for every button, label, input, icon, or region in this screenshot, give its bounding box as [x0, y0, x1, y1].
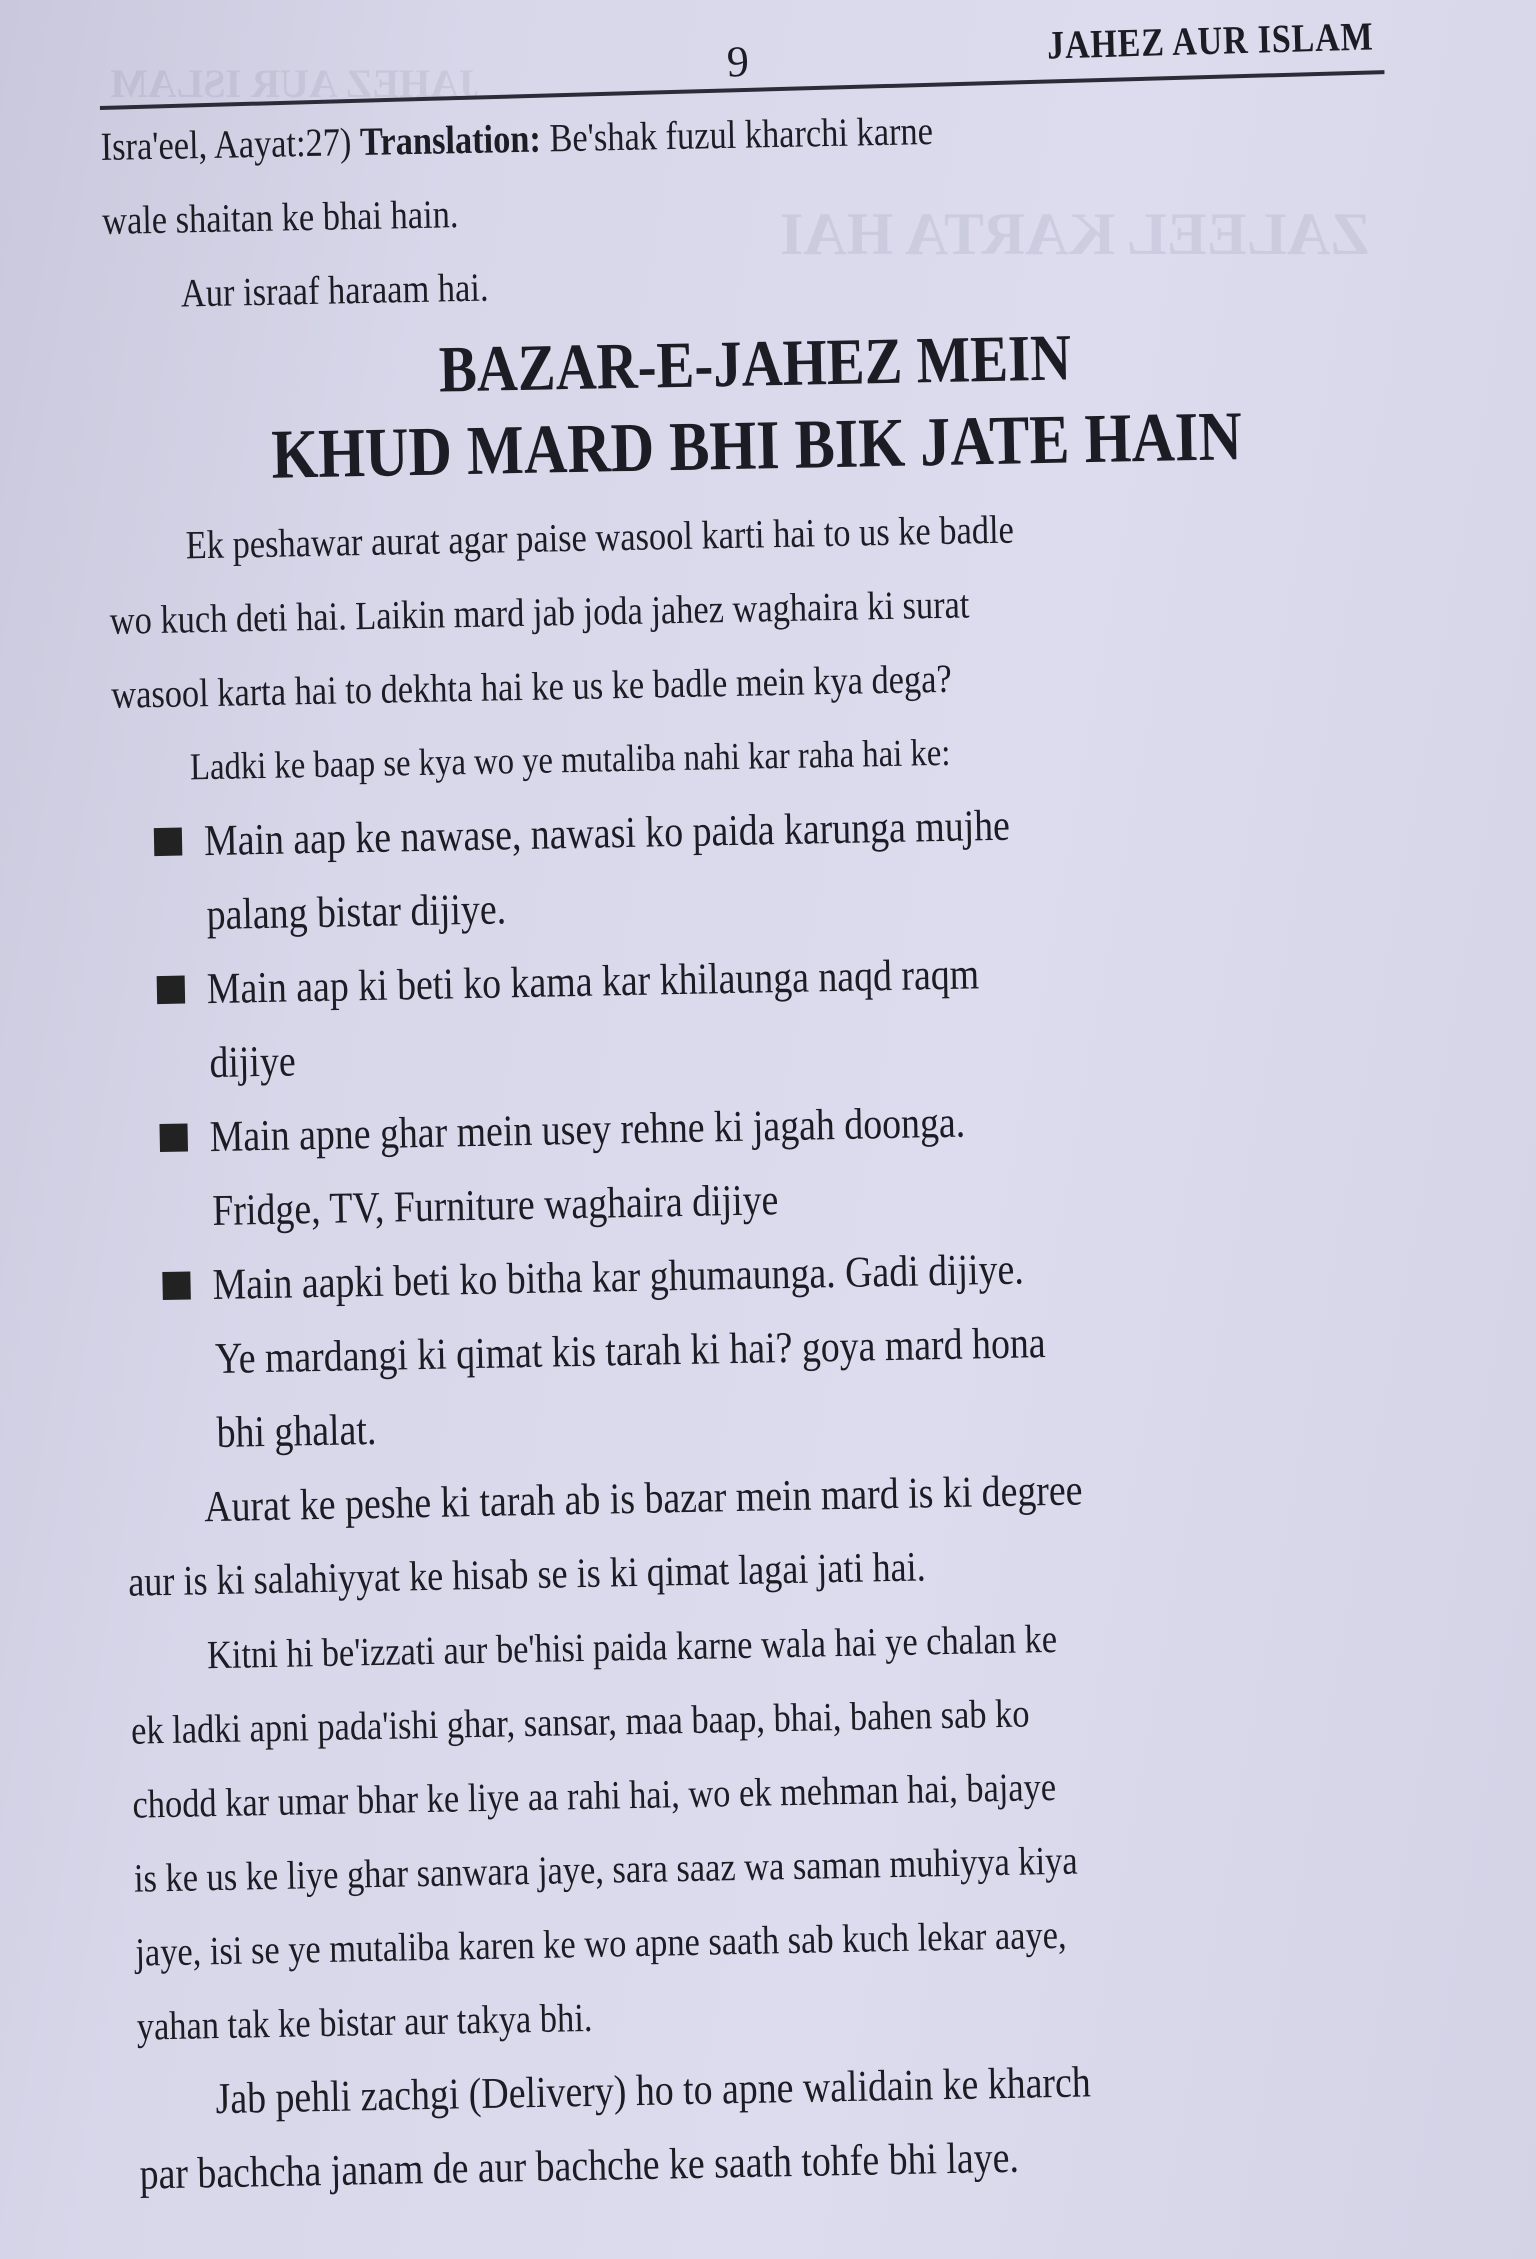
square-bullet-icon [157, 976, 186, 1005]
bleed-through-text: JAHEZ AUR ISLAM [110, 61, 479, 106]
section-heading-line2: KHUD MARD BHI BIK JATE HAIN [270, 398, 1243, 494]
intro-line: Isra'eel, Aayat:27) Translation: Be'shak fuzul kharchi karne [100, 108, 934, 169]
bleed-through-heading: ZALEEL KARTA HAI [780, 201, 1371, 267]
bullet-list: Main aap ke nawase, nawasi ko paida karunga mujhe palang bistar dijiye. Main aap ki beti ko kama kar khilaunga naqd raqm dijiye Main apne ghar mein usey rehne ki jagah doonga. Fridge, TV, Furniture waghaira dijiye Main aapki beti ko bitha kar ghumaunga. Gadi dijiye. Ye mardangi ki qimat kis tarah ki hai? goya mard hona bhi ghalat. [113, 781, 1426, 1472]
paragraph-1: Ek peshawar aurat agar paise wasool karti hai to us ke badle wo kuch deti hai. Laikin mard jab joda jahez waghaira ki surat wasool karta hai to dekhta hai ke us ke badle mein kya dega? [109, 506, 1015, 717]
intro-line: wale shaitan ke bhai hain. [101, 191, 459, 243]
list-item: Main aap ke nawase, nawasi ko paida karunga mujhe [113, 781, 1414, 880]
translation-label: Translation: [359, 115, 542, 165]
running-title: JAHEZ AUR ISLAM [1046, 13, 1375, 68]
section-heading-line1: BAZAR-E-JAHEZ MEIN [438, 321, 1072, 407]
paragraph-4: Kitni hi be'izzati aur be'hisi paida karne wala hai ye chalan ke ek ladki apni pada'ishi ghar, sansar, maa baap, bhai, bahen sab ko chodd kar umar bhar ke liye aa rahi hai, wo ek mehman hai, bajaye is ke us ke liye ghar sanwara jaye, sara saaz wa saman muhiyya kiya jaye, isi se ye mutaliba karen ke wo apne saath sab kuch lekar aaye, yahan tak ke bistar aur takya bhi. [130, 1615, 1078, 2049]
paragraph-2: Ladki ke baap se kya wo ye mutaliba nahi kar raha hai ke: [189, 731, 951, 789]
square-bullet-icon [159, 1124, 188, 1153]
list-item: Main aapki beti ko bitha kar ghumaunga. Gadi dijiye. [122, 1225, 1423, 1324]
list-item: Main apne ghar mein usey rehne ki jagah doonga. [119, 1077, 1420, 1176]
paragraph-5: Jab pehli zachgi (Delivery) ho to apne walidain ke kharch par bachcha janam de aur bachche ke saath tohfe bhi laye. [139, 2057, 1092, 2199]
page-number: 9 [726, 36, 750, 87]
intro-line: Aur israaf haraam hai. [180, 264, 489, 316]
page-body [100, 85, 1440, 2212]
paragraph-3: Aurat ke peshe ki tarah ab is bazar mein mard is ki degree aur is ki salahiyyat ke hisab se is ki qimat lagai jati hai. [127, 1465, 1083, 1606]
square-bullet-icon [154, 828, 183, 857]
square-bullet-icon [162, 1271, 191, 1300]
list-item: Main aap ki beti ko kama kar khilaunga naqd raqm [116, 929, 1417, 1028]
